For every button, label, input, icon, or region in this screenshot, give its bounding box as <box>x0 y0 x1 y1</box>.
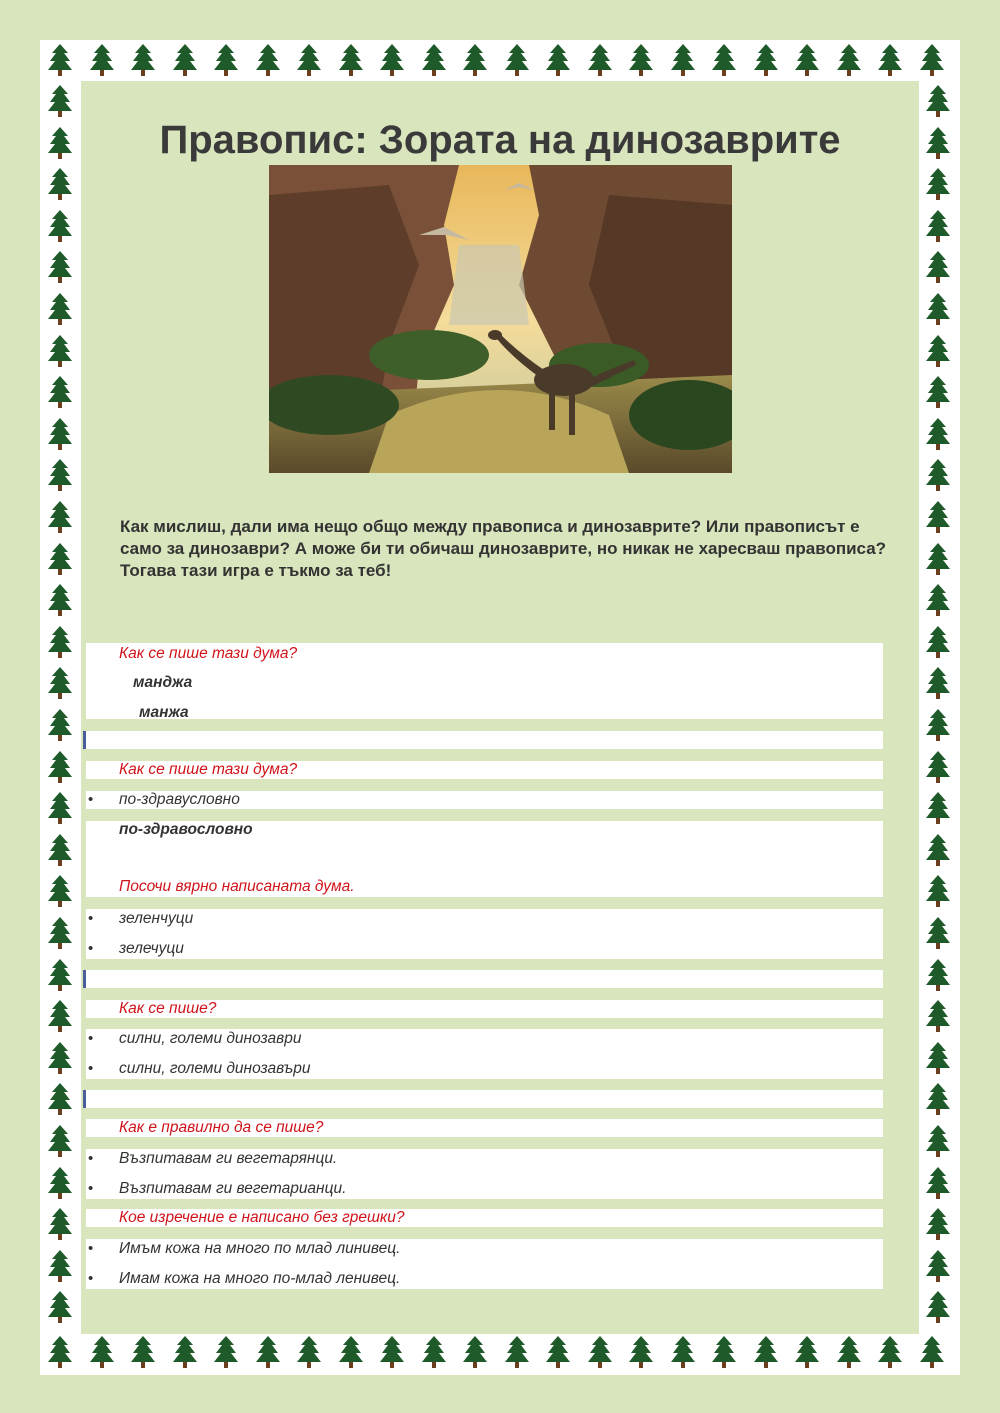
pine-tree-icon <box>47 334 73 368</box>
page-title: Правопис: Зората на динозаврите <box>159 118 841 162</box>
pine-tree-icon <box>925 1041 951 1075</box>
answer-option[interactable]: Възпитавам ги вегетарянци. <box>119 1150 338 1167</box>
pine-tree-icon <box>47 1124 73 1158</box>
bullet-icon: • <box>88 1180 94 1197</box>
pine-tree-icon <box>925 250 951 284</box>
pine-tree-icon <box>255 1335 281 1369</box>
spacer-row <box>86 731 883 749</box>
pine-tree-icon <box>172 1335 198 1369</box>
question-prompt-5: Как е правилно да се пише? <box>119 1119 324 1136</box>
spacer-row <box>86 1090 883 1108</box>
pine-tree-icon <box>877 1335 903 1369</box>
pine-tree-icon <box>753 1335 779 1369</box>
pine-tree-icon <box>877 43 903 77</box>
pine-tree-icon <box>47 292 73 326</box>
pine-tree-icon <box>545 1335 571 1369</box>
bullet-icon: • <box>88 910 94 927</box>
pine-tree-icon <box>47 1041 73 1075</box>
pine-tree-icon <box>753 43 779 77</box>
question-block-3 <box>86 909 883 959</box>
pine-tree-icon <box>925 292 951 326</box>
bullet-icon: • <box>88 1030 94 1047</box>
pine-tree-icon <box>47 43 73 77</box>
pine-tree-icon <box>47 708 73 742</box>
pine-tree-icon <box>925 209 951 243</box>
pine-tree-icon <box>47 916 73 950</box>
pine-tree-icon <box>587 1335 613 1369</box>
pine-tree-icon <box>47 958 73 992</box>
answer-option[interactable]: Имъм кожа на много по млад линивец. <box>119 1240 401 1257</box>
pine-tree-icon <box>47 1166 73 1200</box>
question-block-5 <box>86 1119 883 1137</box>
pine-tree-icon <box>925 1082 951 1116</box>
pine-tree-icon <box>670 43 696 77</box>
answer-option[interactable]: зеленчуци <box>119 910 194 927</box>
pine-tree-icon <box>925 833 951 867</box>
pine-tree-icon <box>47 1249 73 1283</box>
answer-option[interactable]: силни, големи динозавъри <box>119 1060 311 1077</box>
pine-tree-icon <box>925 375 951 409</box>
pine-tree-icon <box>47 126 73 160</box>
pine-tree-icon <box>836 1335 862 1369</box>
pine-tree-icon <box>47 250 73 284</box>
pine-tree-icon <box>925 334 951 368</box>
question-prompt-2: Как се пише тази дума? <box>119 761 298 778</box>
pine-tree-icon <box>47 1335 73 1369</box>
pine-tree-icon <box>47 1082 73 1116</box>
answer-option[interactable]: Имам кожа на много по-млад ленивец. <box>119 1270 401 1287</box>
pine-tree-icon <box>925 167 951 201</box>
pine-tree-icon <box>421 43 447 77</box>
pine-tree-icon <box>379 43 405 77</box>
pine-tree-icon <box>925 583 951 617</box>
answer-row <box>86 821 883 897</box>
pine-tree-icon <box>925 999 951 1033</box>
pine-tree-icon <box>925 1124 951 1158</box>
pine-tree-icon <box>794 43 820 77</box>
pine-tree-icon <box>172 43 198 77</box>
pine-tree-icon <box>47 833 73 867</box>
pine-tree-icon <box>47 666 73 700</box>
answer-option[interactable]: силни, големи динозаври <box>119 1030 302 1047</box>
pine-tree-icon <box>925 1207 951 1241</box>
pine-tree-icon <box>47 1290 73 1324</box>
pine-tree-icon <box>213 1335 239 1369</box>
pine-tree-icon <box>925 1166 951 1200</box>
pine-tree-icon <box>47 1207 73 1241</box>
pine-tree-icon <box>296 43 322 77</box>
question-prompt-3: Посочи вярно написаната дума. <box>119 878 355 895</box>
pine-tree-icon <box>925 791 951 825</box>
pine-tree-icon <box>462 1335 488 1369</box>
pine-tree-icon <box>628 1335 654 1369</box>
answer-option[interactable]: Възпитавам ги вегетарианци. <box>119 1180 347 1197</box>
pine-tree-icon <box>794 1335 820 1369</box>
pine-tree-icon <box>925 625 951 659</box>
answer-option[interactable]: по-здравусловно <box>119 791 240 808</box>
question-prompt-4: Как се пише? <box>119 1000 217 1017</box>
pine-tree-icon <box>925 500 951 534</box>
pine-tree-icon <box>925 458 951 492</box>
question-prompt-1: Как се пише тази дума? <box>119 645 298 662</box>
pine-tree-icon <box>925 666 951 700</box>
bullet-icon: • <box>88 1060 94 1077</box>
pine-tree-icon <box>545 43 571 77</box>
pine-tree-icon <box>925 916 951 950</box>
answer-list <box>86 1149 883 1199</box>
pine-tree-icon <box>925 750 951 784</box>
answer-option[interactable]: по-здравословно <box>119 821 253 838</box>
question-block-4 <box>86 1000 883 1018</box>
answer-row[interactable] <box>86 791 883 809</box>
pine-tree-icon <box>504 43 530 77</box>
pine-tree-icon <box>47 84 73 118</box>
pine-tree-icon <box>255 43 281 77</box>
pine-tree-icon <box>47 583 73 617</box>
pine-tree-icon <box>925 542 951 576</box>
pine-tree-icon <box>925 958 951 992</box>
bullet-icon: • <box>88 940 94 957</box>
pine-tree-icon <box>47 874 73 908</box>
answer-list <box>86 1029 883 1079</box>
pine-tree-icon <box>47 542 73 576</box>
pine-tree-icon <box>711 1335 737 1369</box>
pine-tree-icon <box>925 1249 951 1283</box>
pine-tree-icon <box>919 1335 945 1369</box>
pine-tree-icon <box>925 417 951 451</box>
spacer-row <box>86 970 883 988</box>
pine-tree-icon <box>213 43 239 77</box>
question-block-2 <box>86 761 883 779</box>
answer-option[interactable]: манджа <box>133 674 193 691</box>
pine-tree-icon <box>47 625 73 659</box>
dinosaur-canyon-image <box>269 165 732 473</box>
pine-tree-icon <box>47 999 73 1033</box>
pine-tree-icon <box>919 43 945 77</box>
question-block-1 <box>86 643 883 719</box>
pine-tree-icon <box>925 126 951 160</box>
pine-tree-icon <box>587 43 613 77</box>
pine-tree-icon <box>504 1335 530 1369</box>
pine-tree-icon <box>338 1335 364 1369</box>
pine-tree-icon <box>47 209 73 243</box>
question-prompt-6: Кое изречение е написано без грешки? <box>119 1209 405 1226</box>
pine-tree-icon <box>47 417 73 451</box>
pine-tree-icon <box>379 1335 405 1369</box>
answer-option[interactable]: зелечуци <box>119 940 184 957</box>
pine-tree-icon <box>47 750 73 784</box>
pine-tree-icon <box>338 43 364 77</box>
bullet-icon: • <box>88 791 94 808</box>
pine-tree-icon <box>670 1335 696 1369</box>
pine-tree-icon <box>836 43 862 77</box>
pine-tree-icon <box>47 458 73 492</box>
bullet-icon: • <box>88 1270 94 1287</box>
pine-tree-icon <box>925 1290 951 1324</box>
pine-tree-icon <box>89 1335 115 1369</box>
pine-tree-icon <box>89 43 115 77</box>
pine-tree-icon <box>296 1335 322 1369</box>
bullet-icon: • <box>88 1150 94 1167</box>
answer-option[interactable]: манжа <box>139 704 189 721</box>
bullet-icon: • <box>88 1240 94 1257</box>
pine-tree-icon <box>130 1335 156 1369</box>
pine-tree-icon <box>47 791 73 825</box>
pine-tree-icon <box>130 43 156 77</box>
pine-tree-icon <box>925 874 951 908</box>
pine-tree-icon <box>462 43 488 77</box>
pine-tree-icon <box>47 500 73 534</box>
pine-tree-icon <box>925 708 951 742</box>
pine-tree-icon <box>628 43 654 77</box>
pine-tree-icon <box>47 375 73 409</box>
pine-tree-icon <box>47 167 73 201</box>
answer-list <box>86 1239 883 1289</box>
question-block-6 <box>86 1209 883 1227</box>
intro-text: Как мислиш, дали има нещо общо между правописа и динозаврите? Или правописът е само за динозаври? А може би ти обичаш динозаврите, но никак не харесваш правописа? Тогава тази игра е тъкмо за теб! <box>120 517 887 580</box>
pine-tree-icon <box>421 1335 447 1369</box>
pine-tree-icon <box>925 84 951 118</box>
pine-tree-icon <box>711 43 737 77</box>
